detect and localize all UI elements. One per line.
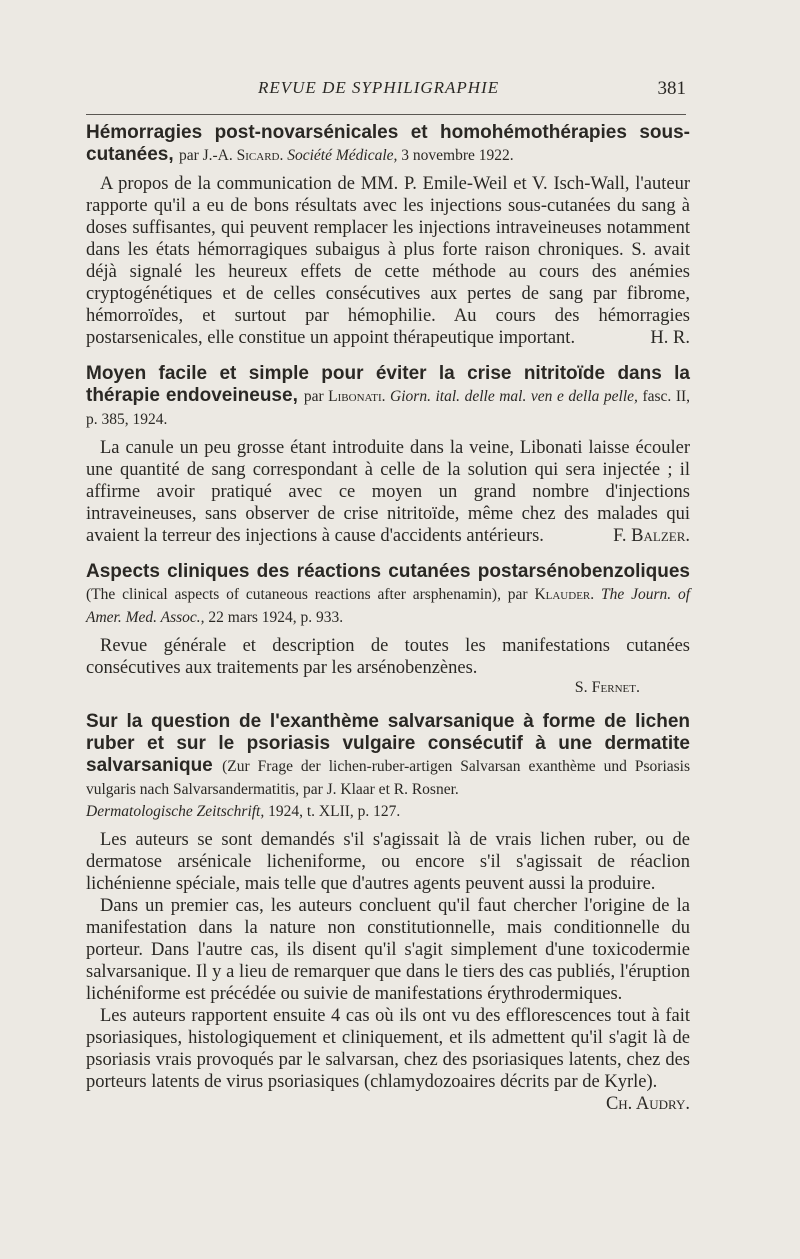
cite-journal: Société Médicale,	[287, 147, 398, 164]
entry-citation	[86, 586, 690, 626]
paragraph-text: Les auteurs rapportent ensuite 4 cas où ils ont vu des efflorescences tout à fait psoriasiques, histologiquement et cliniquement, et ils admettent qu'il s'agit là de psoriasis vrais provoqués par le salvarsan, chez des psoriasiques latents, chez des porteurs latents de virus psoriasiques (chlamydozoaires décrits par de Kyrle).	[86, 1006, 690, 1092]
entry-title: Moyen facile et simple pour éviter la crise nitritoïde dans la thérapie endoveineuse,	[86, 363, 690, 406]
cite-prefix: (Zur Frage der lichen-ruber-artigen Salvarsan exanthème und Psoriasis vulgaris nach Salvarsandermatitis, par J. Klaar et R. Rosner.	[86, 758, 690, 798]
entry-title: Sur la question de l'exanthème salvarsanique à forme de lichen ruber et sur le psoriasis vulgaire consécutif à une dermatite salvarsanique	[86, 711, 690, 776]
page-header	[86, 78, 686, 108]
entry-citation-rest	[86, 801, 690, 823]
paragraph-text: Les auteurs se sont demandés s'il s'agissait là de vrais lichen ruber, ou de dermatose arsénicale licheniforme, ou encore s'il s'agissait de réaclion lichénienne spéciale, mais telle que d'autres agents peuvent aussi la produire.	[86, 830, 690, 894]
entry-citation	[179, 147, 514, 164]
entry-heading	[86, 711, 690, 823]
cite-suffix: 22 mars 1924, p. 933.	[208, 609, 344, 626]
entry-paragraph	[86, 437, 690, 547]
abstract-entry	[86, 711, 690, 1115]
entry-paragraph	[86, 1005, 690, 1114]
entry-paragraph	[86, 895, 690, 1005]
cite-suffix: 3 novembre 1922.	[401, 147, 514, 164]
entry-paragraph	[86, 829, 690, 895]
cite-author: Sicard.	[236, 147, 284, 164]
entry-signature: S. Fernet.	[574, 679, 640, 696]
cite-journal: The Journ. of Amer. Med. Assoc.,	[86, 586, 691, 626]
cite-journal: Giorn. ital. delle mal. ven e della pelle,	[390, 388, 638, 405]
cite-suffix: fasc. II, p. 385, 1924.	[86, 388, 691, 428]
paragraph-text: Dans un premier cas, les auteurs concluent qu'il faut chercher l'origine de la manifestation dans la nature non constitutionnelle, mais conditionnelle du porteur. Dans l'autre cas, ils disent qu'il s'agit simplement d'une toxicodermie salvarsanique. Il y a lieu de remarquer que dans le tiers des cas publiés, l'éruption lichéniforme est précédée ou suivie de manifestations érythrodermiques.	[86, 896, 690, 1004]
entry-signature: H. R.	[650, 328, 690, 348]
entry-title: Aspects cliniques des réactions cutanées postarsénobenzoliques	[86, 561, 690, 582]
cite-prefix: (The clinical aspects of cutaneous reactions after arsphenamin), par	[86, 586, 528, 603]
cite-author: Libonati.	[328, 388, 386, 405]
entry-signature: F. Balzer.	[613, 526, 690, 546]
cite-prefix: par	[303, 388, 324, 405]
entry-heading	[86, 363, 690, 431]
cite-author: Klauder.	[534, 586, 595, 603]
cite-journal: Dermatologische Zeitschrift,	[86, 803, 265, 820]
abstract-entry	[86, 561, 690, 697]
paragraph-text: A propos de la communication de MM. P. Emile-Weil et V. Isch-Wall, l'auteur rapporte qu'il a eu de bons résultats avec les injections sous-cutanées du sang à doses suffisantes, qui peuvent remplacer les injections intraveineuses notamment dans les états hémorragiques subaigus à plus forte raison chroniques. S. avait déjà signalé les heureux effets de cette méthode au cours des anémies cryptogénétiques et de celles consécutives aux pertes de sang par fibrome, hémorroïdes, et surtout par hémophilie. Au cours des hémorragies postarsenicales, elle constitue un appoint thérapeutique important.	[86, 174, 690, 348]
entry-title: Hémorragies post-novarsénicales et homohémothérapies sous-cutanées,	[86, 122, 690, 165]
abstract-entry	[86, 122, 690, 349]
header-rule	[86, 114, 686, 115]
running-title: REVUE DE SYPHILIGRAPHIE	[258, 78, 500, 97]
entry-heading	[86, 561, 690, 629]
abstract-entry	[86, 363, 690, 547]
entry-paragraph	[86, 635, 690, 679]
article-body	[86, 122, 690, 1129]
entry-paragraph	[86, 173, 690, 349]
cite-prefix: par J.-A.	[178, 147, 233, 164]
paragraph-text: Revue générale et description de toutes les manifestations cutanées consécutives aux traitements par les arsénobenzènes.	[86, 636, 690, 678]
cite-suffix: 1924, t. XLII, p. 127.	[268, 803, 401, 820]
entry-signature: Ch. Audry.	[605, 1094, 690, 1114]
page-number: 381	[657, 78, 686, 99]
paragraph-text: La canule un peu grosse étant introduite dans la veine, Libonati laisse écouler une quantité de sang correspondant à celle de la solution qui sera injectée ; il affirme avoir pratiqué avec ce moyen un grand nombre d'injections intraveineuses, sans observer de crise nitritoïde, même chez des malades qui avaient la terreur des injections à cause d'accidents antérieurs.	[86, 438, 690, 546]
entry-heading	[86, 122, 690, 167]
